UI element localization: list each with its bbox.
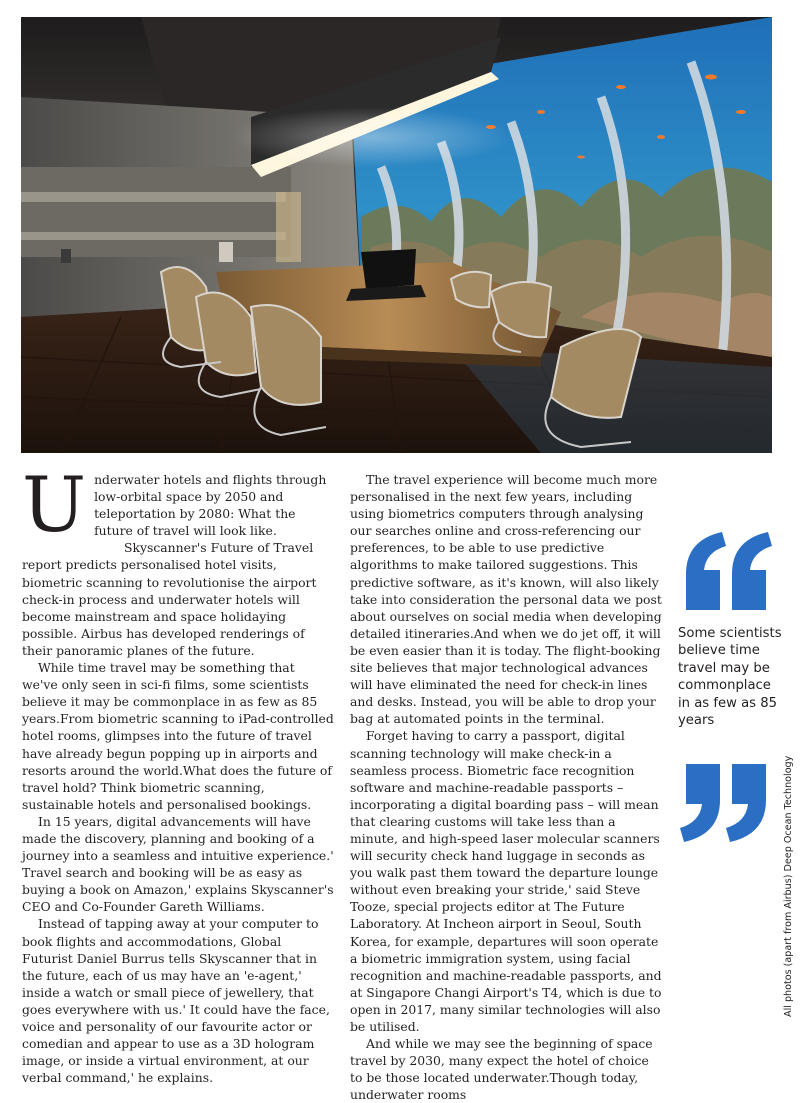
article-paragraph-3: While time travel may be something that we've only seen in sci-fi films, some scientists believe it may be commonplace in as few as 85 years.From biometric scanning to iPad-controlled hotel rooms, glimpses into the future of travel have already begun popping up in airports and resorts around the world.What does the future of travel hold? Think biometric scanning, sustainable hotels and personalised bookings. <box>22 660 334 812</box>
article-paragraph-2: Skyscanner's Future of Travel report predicts personalised hotel visits, biometric scanning to revolutionise the airport check-in process and underwater hotels will become mainstream and space holidaying possible. Airbus has developed renderings of their panoramic planes of the future. <box>22 540 317 658</box>
photo-credit: All photos (apart from Airbus) Deep Ocean Technology <box>783 755 794 1017</box>
article-paragraph-6: The travel experience will become much more personalised in the next few years, including using biometrics computers through analysing our searches online and cross-referencing our preferences, to be able to use predictive algorithms to make tailored suggestions. This predictive software, as it's known, will also likely take into consideration the personal data we post about ourselves on social media when developing detailed itineraries.And when we do jet off, it will be even easier than it is today. The flight-booking site believes that major technological advances will have eliminated the need for check-in lines and desks. Instead, you will be able to drop your bag at automated points in the terminal. <box>350 472 662 727</box>
article-paragraph-7: Forget having to carry a passport, digital scanning technology will make check-in a seamless process. Biometric face recognition software and machine-readable passports – incorporating a digital boarding pass – will mean that clearing customs will take less than a minute, and high-speed laser molecular scanners will security check hand luggage in seconds as you walk past them toward the departure lounge without even breaking your stride,' said Steve Tooze, special projects editor at The Future Laboratory. At Incheon airport in Seoul, South Korea, for example, departures will soon operate a biometric immigration system, using facial recognition and machine-readable passports, and at Singapore Changi Airport's T4, which is due to open in 2017, many similar technologies will also be utilised. <box>350 728 662 1034</box>
hero-image <box>21 17 772 453</box>
article-paragraph-1: nderwater hotels and flights through low-orbital space by 2050 and teleportation by 2080: What the future of travel will look like. <box>94 472 327 539</box>
article-paragraph-5: Instead of tapping away at your computer to book flights and accommodations, Global Futurist Daniel Burrus tells Skyscanner that in the future, each of us may have an 'e-agent,' inside a watch or small piece of jewellery, that goes everywhere with us.' It could have the face, voice and personality of our favourite actor or comedian and appear to use as a 3D hologram image, or inside a virtual environment, at our verbal command,' he explains. <box>22 916 330 1086</box>
article-paragraph-4: In 15 years, digital advancements will have made the discovery, planning and booking of a journey into a seamless and intuitive experience.' Travel search and booking will be as easy as buying a book on Amazon,' explains Skyscanner's CEO and Co-Founder Gareth Williams. <box>22 813 334 915</box>
underwater-hotel-dining-room-image <box>21 17 772 453</box>
pull-quote: Some scientists believe time travel may be commonplace in as few as 85 years <box>678 626 782 729</box>
article-paragraph-8: And while we may see the beginning of space travel by 2030, many expect the hotel of choice to be those located underwater.Though today, underwater rooms <box>350 1036 653 1103</box>
article-column-left <box>22 460 334 1086</box>
close-quote-icon <box>680 762 772 844</box>
open-quote-icon <box>680 530 772 612</box>
article-column-right <box>350 471 662 1103</box>
drop-cap: U <box>22 460 87 549</box>
